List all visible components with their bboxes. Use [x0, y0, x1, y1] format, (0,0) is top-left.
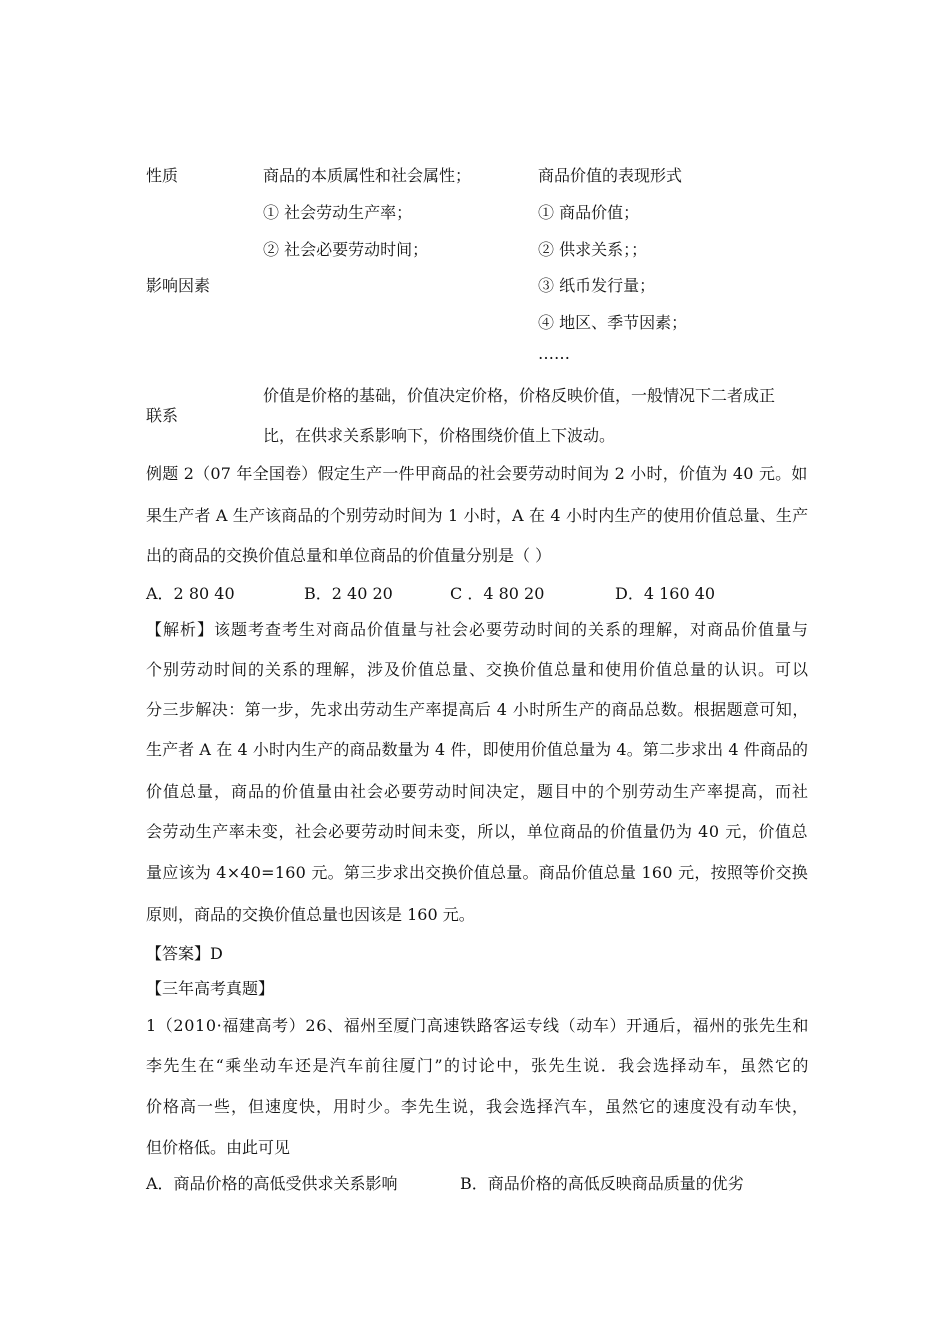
- option-c: C ．4 80 20: [450, 584, 545, 603]
- analysis-line: 【解析】该题考查考生对商品价值量与社会必要劳动时间的关系的理解，对商品价值量与: [146, 620, 810, 639]
- row-label-relation: 联系: [146, 406, 179, 425]
- value-factor-2: ② 社会必要劳动时间；: [263, 240, 429, 259]
- analysis-line: 原则，商品的交换价值总量也因该是 160 元。: [146, 905, 475, 924]
- section-title: 【三年高考真题】: [146, 979, 275, 998]
- answer: 【答案】D: [146, 944, 223, 963]
- q1-option-b: B．商品价格的高低反映商品质量的优劣: [460, 1174, 744, 1193]
- q1-option-a: A．商品价格的高低受供求关系影响: [146, 1174, 398, 1193]
- question-line: 但价格低。由此可见: [146, 1138, 291, 1157]
- analysis-line: 生产者 A 在 4 小时内生产的商品数量为 4 件，即使用价值总量为 4。第二步求出 4 件商品的: [146, 740, 809, 759]
- option-d: D．4 160 40: [615, 584, 716, 603]
- relation-line-1: 价值是价格的基础，价值决定价格，价格反映价值，一般情况下二者成正: [263, 386, 776, 405]
- price-factor-3: ③ 纸币发行量；: [538, 276, 656, 295]
- option-b: B．2 40 20: [304, 584, 393, 603]
- row-label-nature: 性质: [146, 166, 179, 185]
- analysis-line: 价值总量，商品的价值量由社会必要劳动时间决定，题目中的个别劳动生产率提高，而社: [146, 782, 810, 801]
- analysis-line: 会劳动生产率未变，社会必要劳动时间未变，所以，单位商品的价值量仍为 40 元，价值总: [146, 822, 809, 841]
- analysis-line: 个别劳动时间的关系的理解，涉及价值总量、交换价值总量和使用价值总量的认识。可以: [146, 660, 810, 679]
- price-factor-ellipsis: ……: [538, 344, 570, 363]
- analysis-line: 量应该为 4×40=160 元。第三步求出交换价值总量。商品价值总量 160 元，按照等价交换: [146, 863, 809, 882]
- price-nature: 商品价值的表现形式: [538, 166, 683, 185]
- relation-line-2: 比，在供求关系影响下，价格围绕价值上下波动。: [263, 426, 616, 445]
- analysis-line: 分三步解决：第一步，先求出劳动生产率提高后 4 小时所生产的商品总数。根据题意可知，: [146, 700, 809, 719]
- question-line: 价格高一些，但速度快，用时少。李先生说，我会选择汽车，虽然它的速度没有动车快，: [146, 1097, 810, 1116]
- value-nature: 商品的本质属性和社会属性；: [263, 166, 472, 185]
- question-line: 李先生在“乘坐动车还是汽车前往厦门”的讨论中，张先生说．我会选择动车，虽然它的: [146, 1056, 810, 1075]
- example-line: 出的商品的交换价值总量和单位商品的价值量分别是（ ）: [146, 546, 552, 565]
- example-line: 例题 2（07 年全国卷）假定生产一件甲商品的社会要劳动时间为 2 小时，价值为 40 元。如: [146, 464, 808, 483]
- value-factor-1: ① 社会劳动生产率；: [263, 203, 413, 222]
- question-line: 1（2010·福建高考）26、福州至厦门高速铁路客运专线（动车）开通后，福州的张先生和: [146, 1016, 809, 1035]
- row-label-factors: 影响因素: [146, 276, 211, 295]
- example-line: 果生产者 A 生产该商品的个别劳动时间为 1 小时，A 在 4 小时内生产的使用价值总量、生产: [146, 506, 809, 525]
- price-factor-1: ① 商品价值；: [538, 203, 640, 222]
- price-factor-2: ② 供求关系；；: [538, 240, 648, 259]
- price-factor-4: ④ 地区、季节因素；: [538, 313, 688, 332]
- option-a: A．2 80 40: [146, 584, 235, 603]
